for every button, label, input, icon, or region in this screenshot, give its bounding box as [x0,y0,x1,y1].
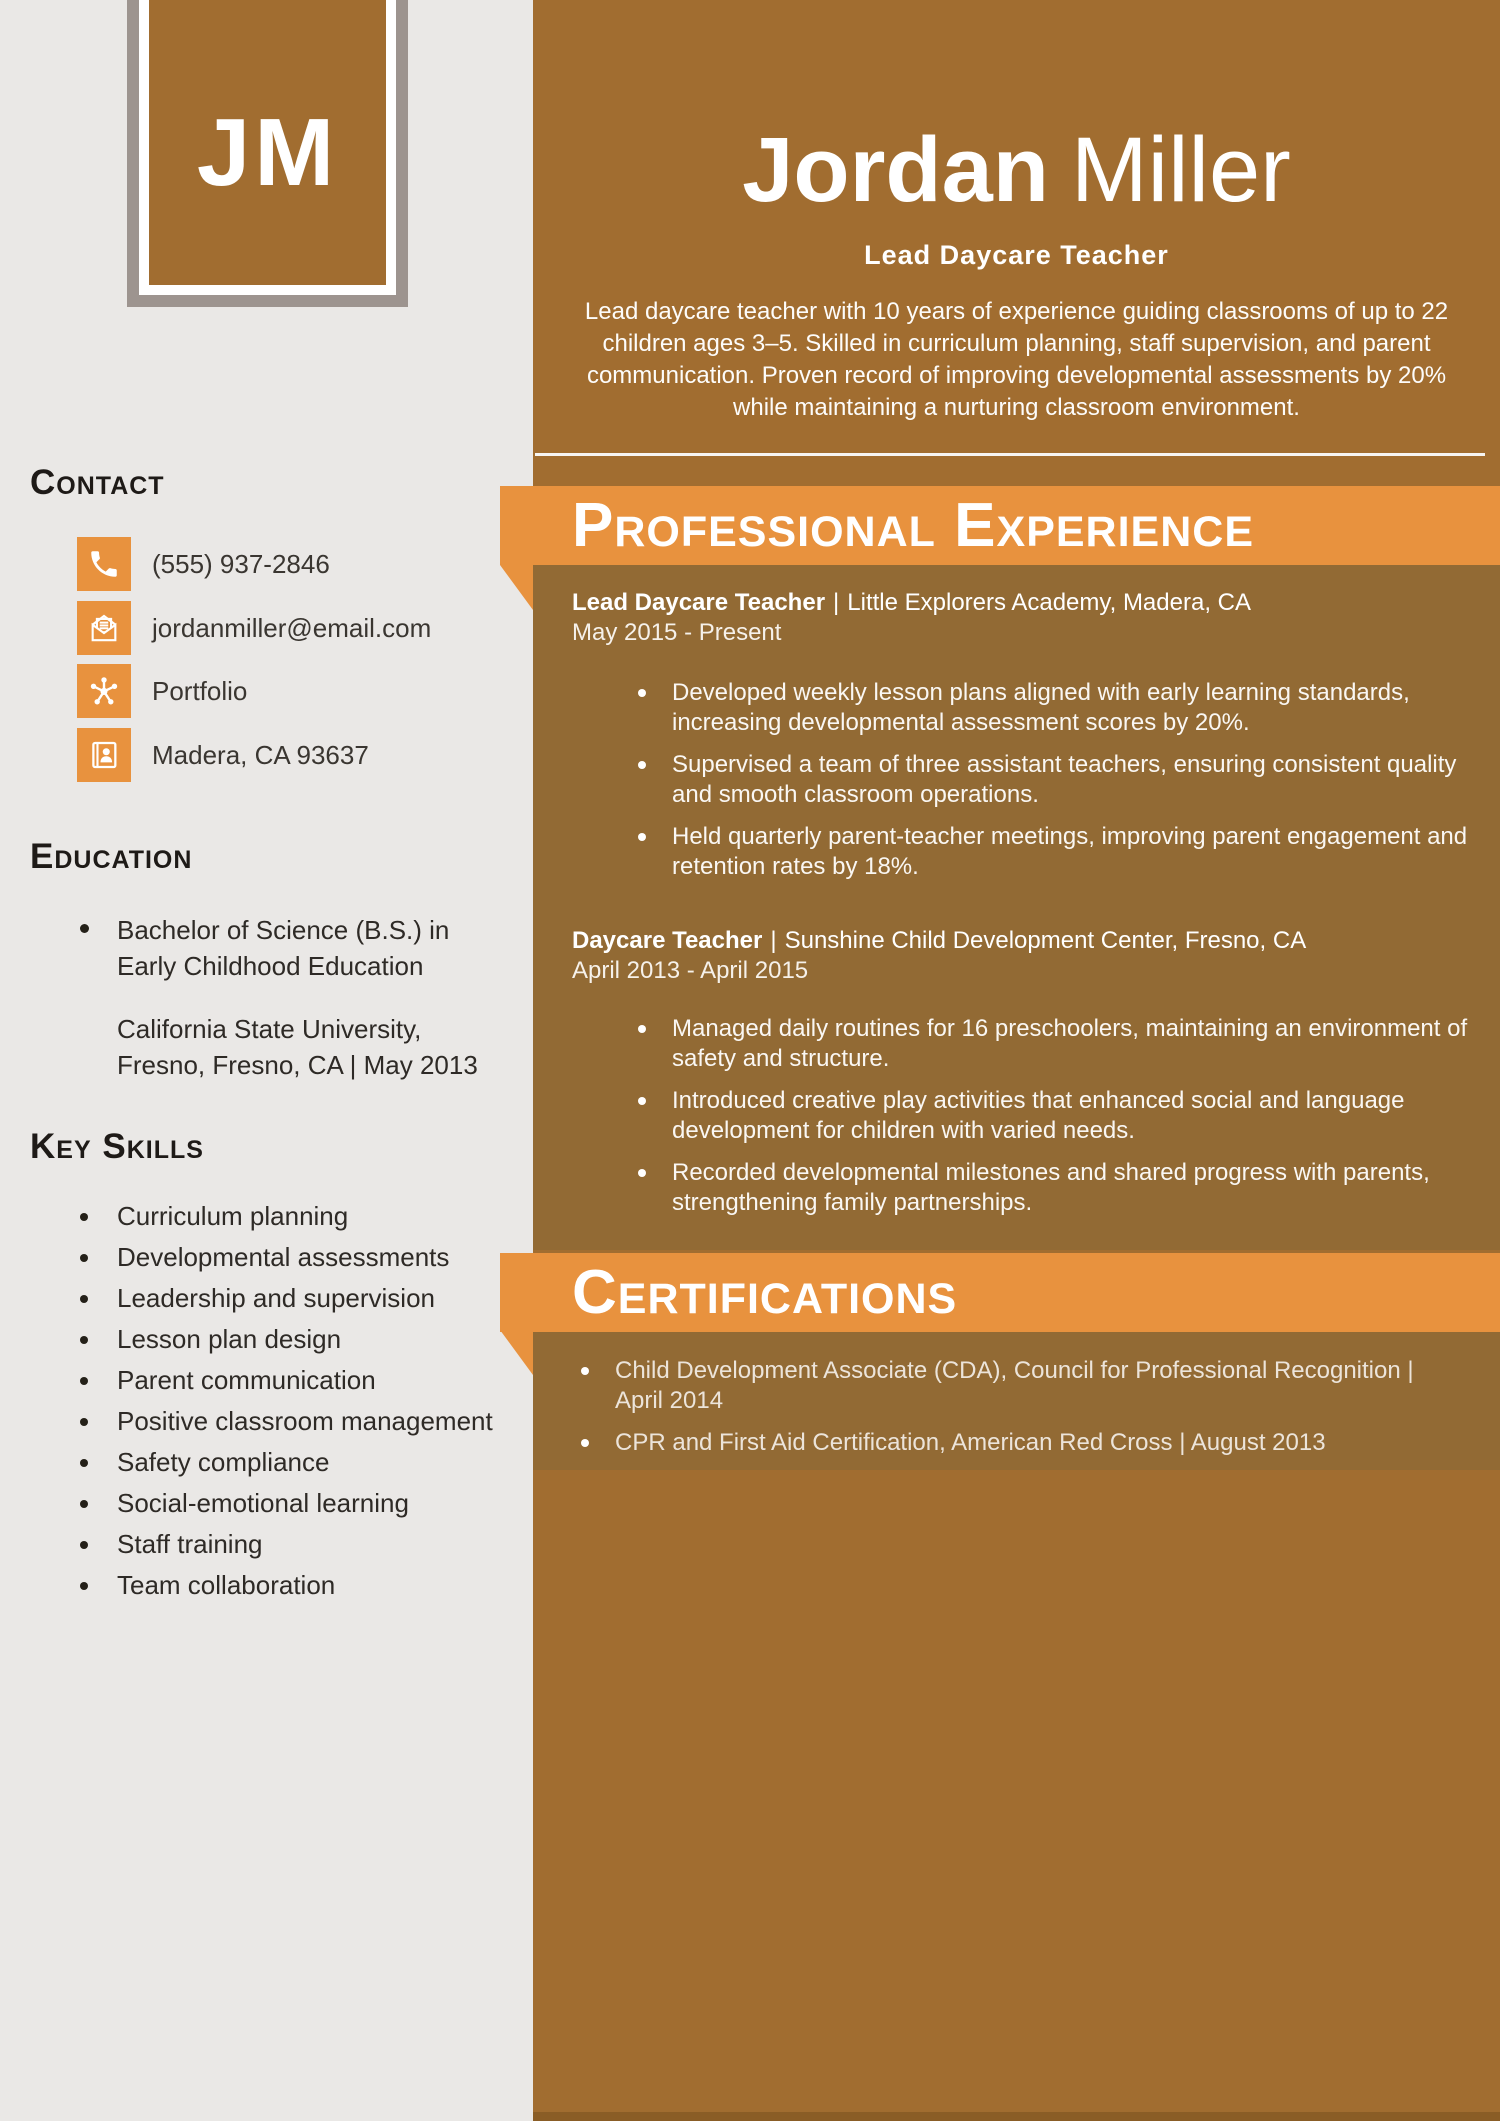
bullet-dot [80,1336,88,1344]
contact-item-portfolio [77,664,247,718]
bottom-edge-strip [533,2112,1500,2121]
key-skills-heading: Key Skills [30,1127,204,1166]
skill-item: Staff training [80,1524,500,1565]
ribbon-fold [500,1330,533,1375]
bullet-dot [80,1377,88,1385]
contact-portfolio-value: Portfolio [152,675,248,706]
bullet-dot [80,1582,88,1590]
portfolio-icon [77,664,131,718]
ribbon-fold [500,565,533,610]
bullet-dot [638,1169,646,1177]
contact-location-value: Madera, CA 93637 [152,739,369,770]
bullet-dot [638,689,646,697]
skill-item: Lesson plan design [80,1319,500,1360]
bullet-dot [638,1025,646,1033]
job-bullet: Supervised a team of three assistant teachers, ensuring consistent quality and smooth classroom operations. [638,750,1468,810]
key-skills-list [80,1196,500,1606]
job-company: Sunshine Child Development Center, Fresno, CA [784,927,1307,954]
experience-section-title: Professional Experience [572,491,1255,560]
bullet-dot [638,833,646,841]
bullet-dot [80,1295,88,1303]
contact-phone-value: (555) 937-2846 [152,548,330,579]
job-bullet: Held quarterly parent-teacher meetings, improving parent engagement and retention rates by 18%. [638,822,1468,882]
contact-email-value: jordanmiller@email.com [152,612,432,643]
summary-divider [535,453,1485,456]
job-bullet: Managed daily routines for 16 preschoolers, maintaining an environment of safety and structure. [638,1014,1468,1074]
certifications-section-banner [500,1253,1500,1332]
bullet-dot [80,1500,88,1508]
job-header [572,926,1486,956]
summary-paragraph: Lead daycare teacher with 10 years of experience guiding classrooms of up to 22 children ages 3–5. Skilled in curriculum planning, staff supervision, and parent communication. Proven record of improving developmental assessments by 20% while maintaining a nurturing classroom environment. [584,298,1449,421]
education-degree: Bachelor of Science (B.S.) in Early Childhood Education [117,915,450,981]
contact-item-phone [77,537,330,591]
job-title: Daycare Teacher [572,927,763,954]
job-title: Lead Daycare Teacher [572,589,826,616]
certifications-panel [533,1330,1500,1470]
job-bullet: Developed weekly lesson plans aligned with early learning standards, increasing developmental assessment scores by 20%. [638,678,1468,738]
contact-item-email [77,601,431,655]
skill-item: Positive classroom management [80,1401,500,1442]
certifications-section-title: Certifications [572,1258,958,1327]
skill-item: Team collaboration [80,1565,500,1606]
phone-icon [77,537,131,591]
job-dates: May 2015 - Present [572,619,782,646]
bullet-dot [80,1459,88,1467]
bullet-dot [80,1213,88,1221]
job-bullet-list [638,1014,1468,1218]
job-bullet: Introduced creative play activities that enhanced social and language development for children with varied needs. [638,1086,1468,1146]
skill-item: Parent communication [80,1360,500,1401]
skill-item: Social-emotional learning [80,1483,500,1524]
bullet-dot [581,1439,589,1447]
certification-item: CPR and First Aid Certification, American Red Cross | August 2013 [581,1428,1461,1458]
bullet-dot [581,1367,589,1375]
monogram-inner [149,0,386,285]
bullet-dot [80,1254,88,1262]
bullet-dot [638,1097,646,1105]
experience-section-banner [500,486,1500,565]
job-dates: April 2013 - April 2015 [572,957,809,984]
job-header [572,588,1486,618]
job-separator: | [833,589,840,616]
person-job-title: Lead Daycare Teacher [864,240,1169,270]
certifications-list [581,1356,1461,1458]
job-company: Little Explorers Academy, Madera, CA [847,589,1251,616]
monogram-initials: JM [196,98,339,206]
education-school: California State University, Fresno, Fresno, CA | May 2013 [117,1014,478,1080]
skill-item: Safety compliance [80,1442,500,1483]
bullet-dot [80,1418,88,1426]
certification-item: Child Development Associate (CDA), Council for Professional Recognition | April 2014 [581,1356,1461,1416]
first-name: Jordan [742,119,1049,221]
education-entry [80,912,480,1083]
monogram-box [127,0,408,307]
experience-panel [533,565,1500,1250]
location-icon [77,728,131,782]
skill-item: Curriculum planning [80,1196,500,1237]
email-icon [77,601,131,655]
bullet-dot [80,1541,88,1549]
job-bullet-list [638,678,1468,882]
bullet-dot [638,761,646,769]
job-bullet: Recorded developmental milestones and shared progress with parents, strengthening family partnerships. [638,1158,1468,1218]
job-separator: | [770,927,777,954]
contact-item-location [77,728,369,782]
last-name: Miller [1071,119,1291,221]
person-name [533,119,1500,221]
skill-item: Developmental assessments [80,1237,500,1278]
education-heading: Education [30,837,193,876]
skill-item: Leadership and supervision [80,1278,500,1319]
contact-heading: Contact [30,463,165,502]
bullet-dot [80,924,89,933]
